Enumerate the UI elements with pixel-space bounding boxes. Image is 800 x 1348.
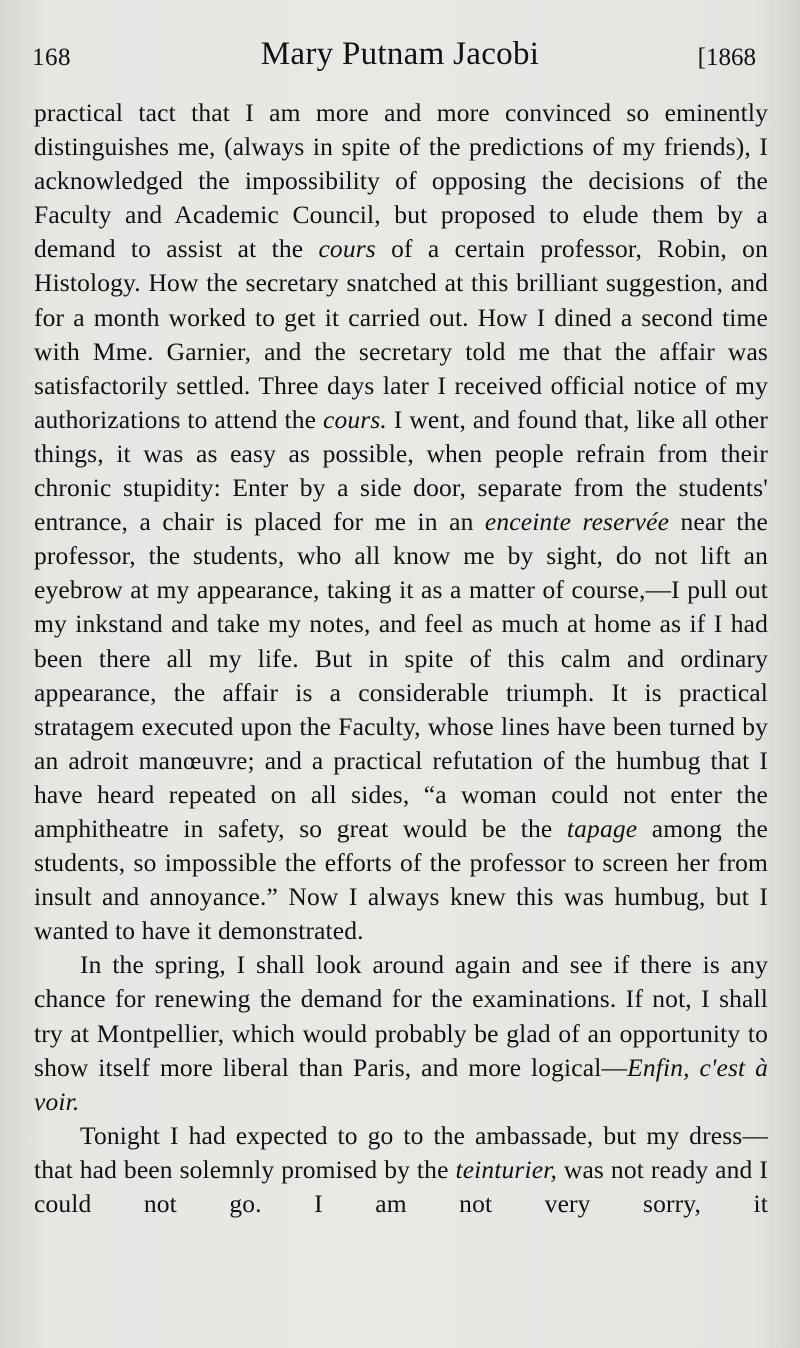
text-run: of a certain professor, Robin, on Histology. How the secretary snatched at this brilliant suggestion, and for a month worked to get it carried out. How I dined a second time with Mme. Garnier, and the secretary told me that the affair was satisfactorily settled. Three days later I received official notice of my authorizations to attend the: [34, 234, 768, 434]
text-run: among the students, so impossible the efforts of the professor to screen her from insult and annoyance.” Now I always knew this was humbug, but I wanted to have it demonstrated.: [34, 813, 768, 946]
paragraph: [34, 1119, 768, 1221]
page-number: 168: [32, 44, 71, 71]
running-title: Mary Putnam Jacobi: [260, 36, 540, 72]
header-year: [1868: [697, 44, 756, 71]
italic-text: teinturier,: [455, 1154, 557, 1184]
text-run: near the professor, the students, who all know me by sight, do not lift an eyebrow at my appearance, taking it as a matter of course,—I pull out my inkstand and take my notes, and feel as much at home as if I had been there all my life. But in spite of this calm and ordinary appearance, the affair is a considerable triumph. It is practical stratagem executed upon the Faculty, whose lines have been turned by an adroit manœuvre; and a practical refutation of the humbug that I have heard repeated on all sides, “a woman could not enter the amphitheatre in safety, so great would be the: [34, 507, 768, 843]
paragraph: [34, 96, 768, 948]
text-run: In the spring, I shall look around again and see if there is any chance for renewing the demand for the examinations. If not, I shall try at Montpellier, which would probably be glad of an opportunity to show itself more liberal than Paris, and more logical—: [34, 950, 768, 1082]
italic-text: cours.: [322, 404, 387, 434]
italic-text: enceinte reservée: [484, 507, 670, 537]
italic-text: tapage: [566, 813, 638, 843]
paragraph: [34, 948, 768, 1118]
body-text: [34, 96, 768, 1221]
running-header: [30, 36, 770, 76]
text-run: Tonight I had expected to go to the ambassade, but my dress—that had been solemnly promised by the: [34, 1120, 768, 1184]
text-run: I went, and found that, like all other things, it was as easy as possible, when people refrain from their chronic stupidity: Enter by a side door, separate from the students' entrance, a chair is placed for me in an: [34, 404, 769, 537]
text-run: was not ready and I could not go. I am not very sorry, it: [34, 1154, 768, 1218]
italic-text: Enfin, c'est à voir.: [34, 1052, 768, 1116]
text-run: practical tact that I am more and more convinced so eminently distinguishes me, (always in spite of the predictions of my friends), I acknowledged the impossibility of opposing the decisions of the Faculty and Academic Council, but proposed to elude them by a demand to assist at the: [34, 98, 768, 264]
italic-text: cours: [318, 234, 376, 264]
